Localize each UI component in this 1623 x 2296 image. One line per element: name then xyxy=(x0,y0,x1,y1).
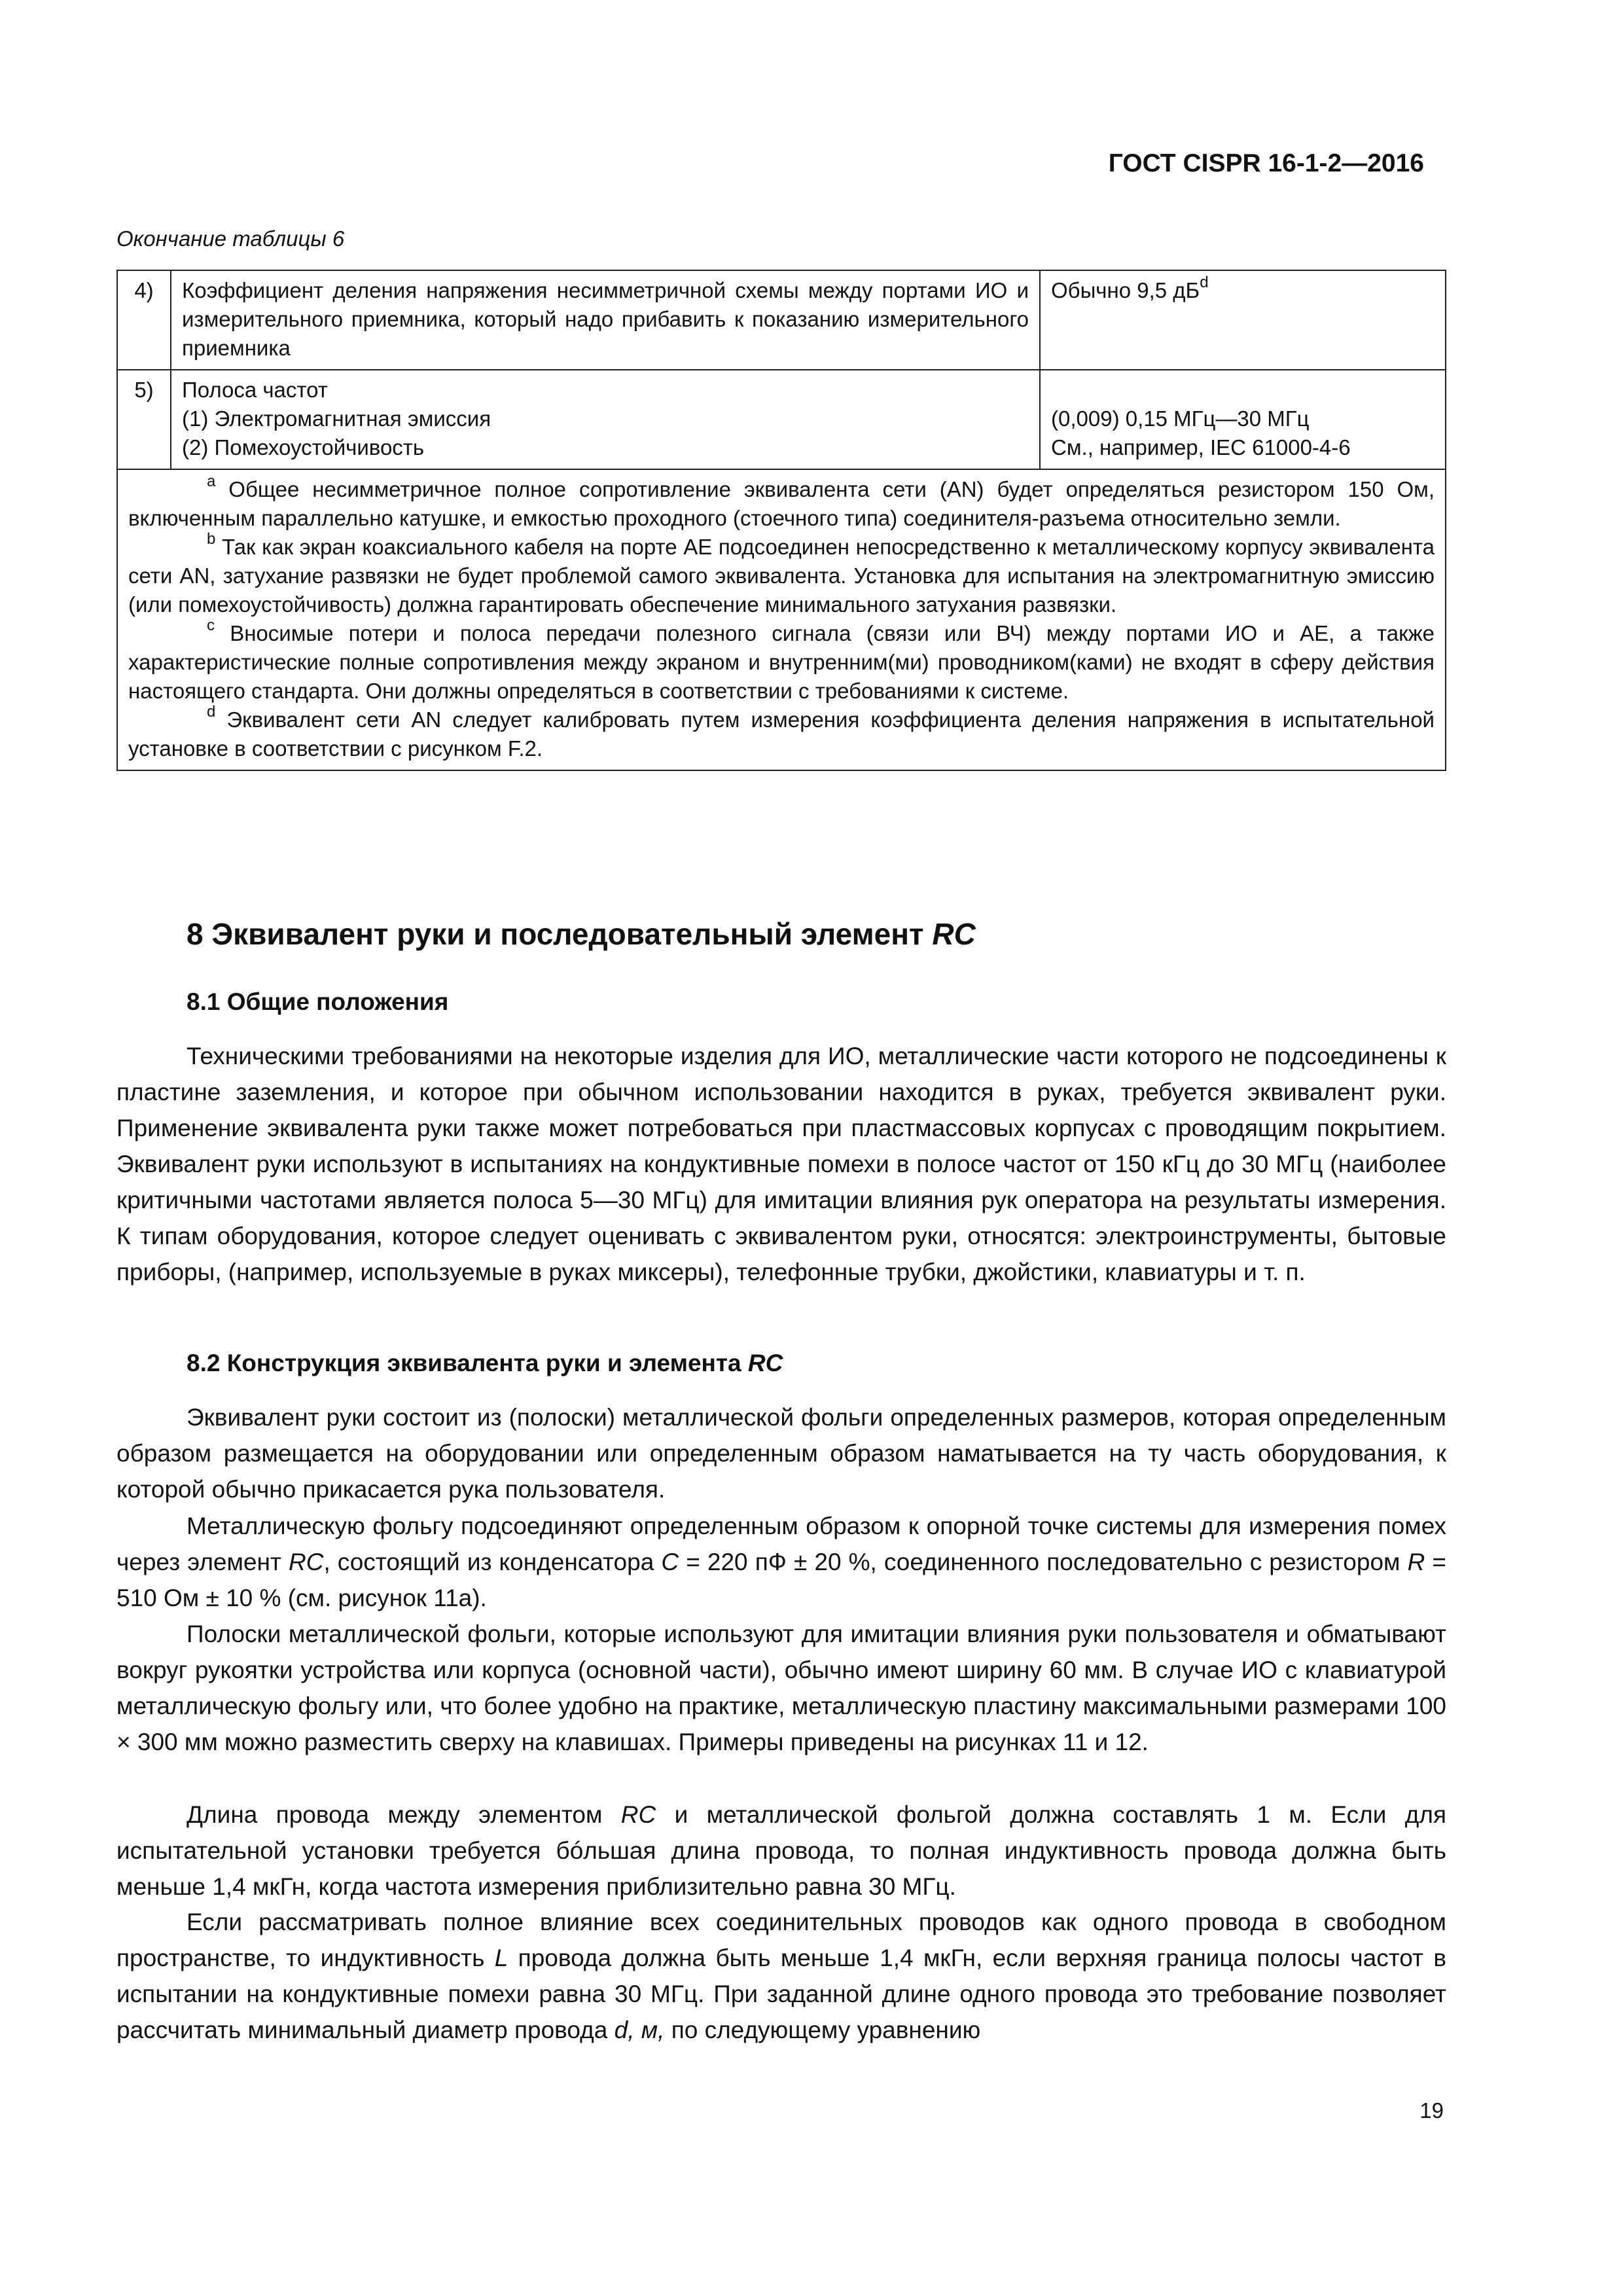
text-run: = 220 пФ ± 20 %, соединенного последовательно с резистором xyxy=(679,1549,1408,1575)
table-notes xyxy=(117,469,1446,770)
footnote-mark: c xyxy=(207,617,215,634)
subsection-heading: 8.1 Общие положения xyxy=(187,988,449,1015)
footnote-mark: d xyxy=(1200,274,1209,291)
text-run: = 510 Ом ± 10 % (см. рисунок 11а). xyxy=(116,1549,1446,1611)
italic-run: R xyxy=(1407,1549,1425,1575)
row-number: 4) xyxy=(117,270,171,370)
row-value xyxy=(1040,370,1446,469)
table-row xyxy=(117,370,1446,469)
italic-run: RC xyxy=(620,1801,656,1828)
italic-run: d, м, xyxy=(614,2017,665,2043)
italic-run: RC xyxy=(288,1549,324,1575)
paragraph xyxy=(116,1508,1446,1616)
value-line: См., например, IEC 61000-4-6 xyxy=(1051,435,1351,459)
footnote-text: Общее несимметричное полное сопротивление эквивалента сети (AN) будет определяться резистором 150 Ом, включенным параллельно катушке, и емкостью проходного (стоечного типа) соединителя-разъема относительно земли. xyxy=(128,477,1435,530)
paragraph xyxy=(116,1904,1446,2048)
table-notes-row xyxy=(117,469,1446,770)
italic-run: C xyxy=(661,1549,679,1575)
heading-text: 8 Эквивалент руки и последовательный элемент xyxy=(187,917,933,951)
row-description xyxy=(171,370,1040,469)
parameters-table xyxy=(116,270,1446,771)
paragraph: Эквивалент руки состоит из (полоски) металлической фольги определенных размеров, которая определенным образом размещается на оборудовании или определенным образом наматывается на ту часть оборудования, к которой обычно прикасается рука пользователя. xyxy=(116,1404,1446,1503)
footnote-mark: b xyxy=(207,530,216,548)
footnote-mark: d xyxy=(207,703,216,721)
heading-text: 8.2 Конструкция эквивалента руки и элемента xyxy=(187,1350,748,1376)
description-line: Коэффициент деления напряжения несимметричной схемы между портами ИО и измерительного приемника, который надо прибавить к показанию измерительного приемника xyxy=(182,278,1029,360)
description-line: (2) Помехоустойчивость xyxy=(182,435,425,459)
heading-italic: RC xyxy=(932,917,976,951)
footnote xyxy=(128,475,1435,533)
text-run: Если рассматривать полное влияние всех соединительных проводов как одного провода в свободном пространстве, то индуктивность xyxy=(116,1909,1446,1971)
value-spacer xyxy=(1051,376,1435,404)
footnote xyxy=(128,619,1435,706)
text-run: Длина провода между элементом xyxy=(187,1801,621,1828)
italic-run: L xyxy=(494,1945,508,1971)
footnote xyxy=(128,703,1435,763)
paragraph: Техническими требованиями на некоторые изделия для ИО, металлические части которого не подсоединены к пластине заземления, и которое при обычном использовании находится в руках, требуется эквивалент руки. Применение эквивалента руки также может потребоваться при пластмассовых корпусах с проводящим покрытием. Эквивалент руки используют в испытаниях на кондуктивные помехи в полосе частот от 150 кГц до 30 МГц (наиболее критичными частотами является полоса 5—30 МГц) для имитации влияния рук оператора на результаты измерения. К типам оборудования, которое следует оценивать с эквивалентом руки, относятся: электроинструменты, бытовые приборы, (например, используемые в руках миксеры), телефонные трубки, джойстики, клавиатуры и т. п. xyxy=(116,1043,1446,1285)
footnote-text: Эквивалент сети AN следует калибровать путем измерения коэффициента деления напряжения в испытательной установке в соответствии с рисунком F.2. xyxy=(128,708,1435,761)
page-number: 19 xyxy=(1419,2098,1444,2123)
description-line: Полоса частот xyxy=(182,378,328,402)
text-run: провода должна быть меньше 1,4 мкГн, если верхняя граница полосы частот в испытании на кондуктивные помехи равна 30 МГц. При заданной длине одного провода это требование позволяет рассчитать минимальный диаметр провода xyxy=(116,1945,1446,2043)
row-value xyxy=(1040,270,1446,370)
text-run: Металлическую фольгу подсоединяют определенным образом к опорной точке системы для измерения помех через элемент xyxy=(116,1513,1446,1575)
row-description xyxy=(171,270,1040,370)
text-run: по следующему уравнению xyxy=(664,2017,981,2043)
section-heading xyxy=(187,916,976,952)
footnote-text: Вносимые потери и полоса передачи полезного сигнала (связи или ВЧ) между портами ИО и АЕ, а также характеристические полные сопротивления между экраном и внутренним(ми) проводником(ками) не входят в сферу действия настоящего стандарта. Они должны определяться в соответствии с требованиями к системе. xyxy=(128,621,1435,703)
subsection-heading xyxy=(187,1350,783,1377)
footnote-text: Так как экран коаксиального кабеля на порте АЕ подсоединен непосредственно к металлическому корпусу эквивалента сети AN, затухание развязки не будет проблемой самого эквивалента. Установка для испытания на электромагнитную эмиссию (или помехоустойчивость) должна гарантировать обеспечение минимального затухания развязки. xyxy=(128,535,1435,617)
table-row xyxy=(117,270,1446,370)
text-run: и металлической фольгой должна составлять 1 м. Если для испытательной установки требуется бóльшая длина провода, то полная индуктивность провода должна быть меньше 1,4 мкГн, когда частота измерения приблизительно равна 30 МГц. xyxy=(116,1801,1446,1900)
row-number: 5) xyxy=(117,370,171,469)
description-line: (1) Электромагнитная эмиссия xyxy=(182,406,491,431)
value-text: Обычно 9,5 дБ xyxy=(1051,278,1200,302)
paragraph: Полоски металлической фольги, которые используют для имитации влияния руки пользователя и обматывают вокруг рукоятки устройства или корпуса (основной части), обычно имеют ширину 60 мм. В случае ИО с клавиатурой металлическую фольгу или, что более удобно на практике, металлическую пластину максимальными размерами 100 × 300 мм можно разместить сверху на клавишах. Примеры приведены на рисунках 11 и 12. xyxy=(116,1621,1446,1755)
heading-italic: RC xyxy=(747,1350,783,1376)
text-run: , состоящий из конденсатора xyxy=(323,1549,662,1575)
table-caption: Окончание таблицы 6 xyxy=(116,226,345,251)
document-code: ГОСТ CISPR 16-1-2—2016 xyxy=(1108,149,1424,177)
footnote-mark: a xyxy=(207,473,216,490)
footnote xyxy=(128,530,1435,619)
value-line: (0,009) 0,15 МГц—30 МГц xyxy=(1051,406,1310,431)
paragraph xyxy=(116,1797,1446,1905)
